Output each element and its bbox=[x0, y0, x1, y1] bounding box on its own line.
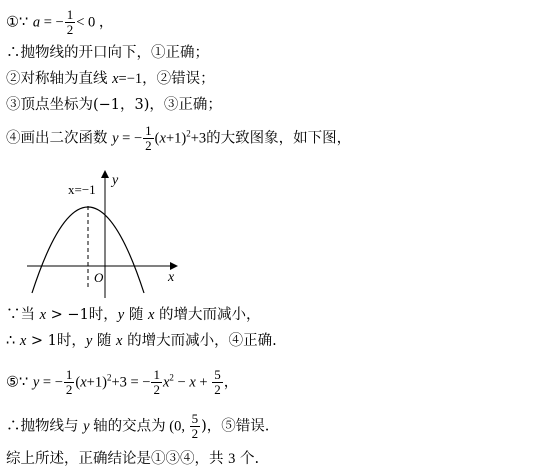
origin-label: O bbox=[94, 270, 104, 285]
fraction-numerator: 1 bbox=[66, 7, 74, 22]
eq-sign: = − bbox=[39, 374, 63, 391]
line-9-mid: 轴的交点为 (0, bbox=[89, 418, 189, 435]
line-2 bbox=[6, 44, 209, 62]
fraction-numerator: 1 bbox=[65, 367, 73, 382]
fraction bbox=[65, 8, 76, 37]
expr-part: +3 = − bbox=[111, 374, 151, 391]
line-1 bbox=[6, 8, 113, 37]
fraction bbox=[64, 368, 75, 397]
var-y: y bbox=[85, 333, 93, 349]
var-x: x bbox=[112, 71, 119, 87]
var-y: y bbox=[83, 418, 90, 435]
expr-part: ( bbox=[75, 374, 81, 391]
line-10-post: 个. bbox=[235, 451, 260, 467]
line-5-pre: ④画出二次函数 bbox=[6, 130, 113, 147]
var-a: a bbox=[32, 14, 41, 31]
line-9-post: )，⑤错误. bbox=[201, 418, 270, 435]
expr-part: +3 bbox=[190, 130, 207, 147]
line-10-pre: 综上所述，正确结论是①③④，共 bbox=[6, 451, 229, 467]
line-8 bbox=[6, 368, 238, 397]
line-8-pre: ⑤∵ bbox=[6, 374, 33, 391]
line-5-post: 的大致图象，如下图， bbox=[206, 130, 352, 147]
var-x: x bbox=[189, 374, 196, 391]
count: 3 bbox=[228, 451, 236, 467]
fraction bbox=[190, 412, 201, 441]
line-6-pre: ∵当 bbox=[6, 307, 40, 323]
var-x: x bbox=[147, 307, 155, 323]
fraction-numerator: 1 bbox=[145, 123, 152, 138]
line-6 bbox=[6, 306, 261, 324]
line-7-post: 的增大而减小，④正确. bbox=[122, 333, 277, 349]
line-6-mid: 随 bbox=[124, 307, 148, 323]
line-4 bbox=[6, 96, 222, 114]
var-x: x bbox=[162, 374, 170, 391]
line-9 bbox=[6, 412, 269, 441]
expr-part: ( bbox=[154, 130, 160, 147]
expr-part: +1) bbox=[86, 374, 107, 391]
vline-label: x=−1 bbox=[68, 182, 96, 197]
var-x: x bbox=[80, 374, 87, 391]
fraction-denominator: 2 bbox=[214, 382, 221, 397]
exponent: 2 bbox=[169, 372, 174, 383]
expr-part: − bbox=[173, 374, 190, 391]
exponent: 2 bbox=[186, 128, 191, 139]
line-3-pre: ②对称轴为直线 bbox=[6, 71, 113, 87]
line-3-post: =−1，②错误； bbox=[118, 71, 215, 87]
line-4-text: ③顶点坐标为(−1，3)，③正确； bbox=[6, 97, 222, 113]
fraction-denominator: 2 bbox=[65, 382, 73, 397]
expr-part: +1) bbox=[165, 130, 187, 147]
fraction-numerator: 5 bbox=[191, 411, 199, 426]
fraction bbox=[151, 368, 162, 397]
var-x: x bbox=[39, 307, 47, 323]
line-6-post: 的增大而减小， bbox=[154, 307, 261, 323]
exponent: 2 bbox=[106, 372, 112, 383]
y-axis-label: y bbox=[112, 173, 119, 188]
fraction-denominator: 2 bbox=[66, 22, 74, 37]
line-6-cond: > −1时， bbox=[46, 307, 118, 323]
eq-sign: = − bbox=[118, 130, 143, 147]
var-x: x bbox=[116, 333, 123, 349]
line-3 bbox=[6, 70, 215, 88]
var-y: y bbox=[117, 307, 125, 323]
var-x: x bbox=[159, 130, 166, 147]
line-1-tail: < 0 ， bbox=[76, 14, 114, 31]
fraction-denominator: 2 bbox=[153, 382, 160, 397]
line-10 bbox=[6, 450, 259, 468]
line-7-cond: > 1时， bbox=[26, 333, 86, 349]
fraction-denominator: 2 bbox=[191, 426, 199, 441]
var-y: y bbox=[32, 374, 40, 391]
line-9-pre: ∴抛物线与 bbox=[6, 418, 84, 435]
fraction-numerator: 1 bbox=[153, 367, 160, 382]
x-axis-label: x bbox=[168, 270, 175, 285]
line-5 bbox=[6, 124, 351, 153]
line-7-mid: 随 bbox=[92, 333, 117, 349]
parabola-graph bbox=[22, 168, 182, 303]
fraction-numerator: 5 bbox=[214, 367, 221, 382]
var-y: y bbox=[112, 130, 119, 147]
var-x: x bbox=[19, 333, 27, 349]
eq-sign: = − bbox=[40, 14, 64, 31]
expr-part: ， bbox=[223, 374, 239, 391]
line-2-text: ∴抛物线的开口向下，①正确； bbox=[6, 45, 209, 61]
line-7-pre: ∴ bbox=[6, 333, 20, 349]
line-1-marker: ①∵ bbox=[6, 14, 29, 31]
fraction bbox=[212, 368, 223, 397]
fraction-denominator: 2 bbox=[145, 138, 152, 153]
fraction bbox=[143, 124, 154, 153]
line-7 bbox=[6, 332, 277, 350]
expr-part: + bbox=[195, 374, 212, 391]
